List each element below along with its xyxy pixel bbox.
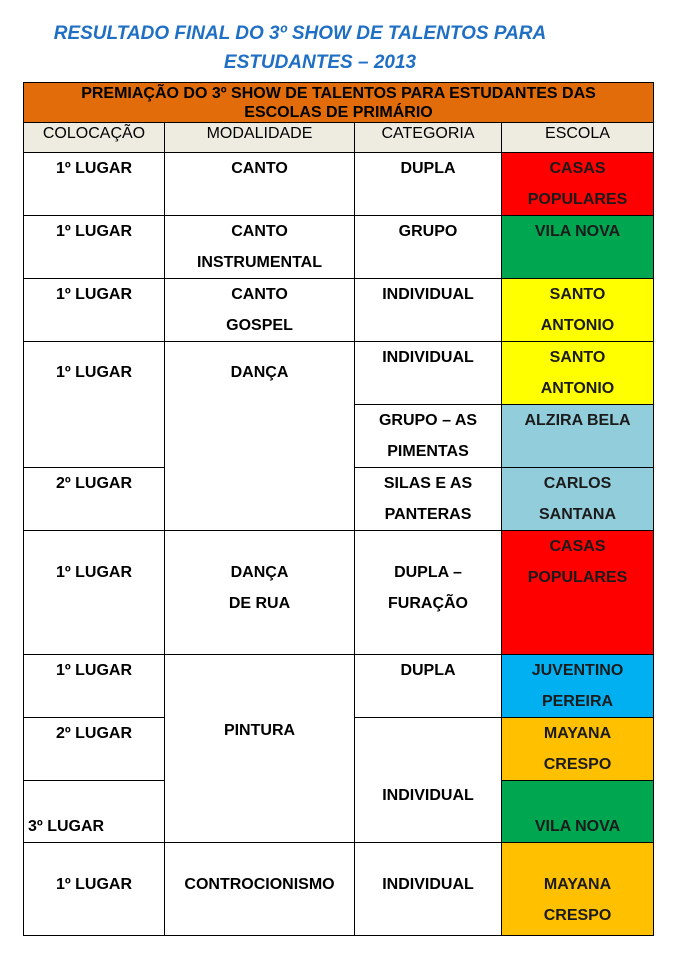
modality-cell: CANTO INSTRUMENTAL [165, 216, 355, 279]
table-row [24, 342, 654, 405]
table-row [24, 843, 654, 936]
school-cell: MAYANA CRESPO [502, 843, 654, 936]
modality-cell: CONTROCIONISMO [165, 843, 355, 936]
place-cell: 1º LUGAR [24, 153, 165, 216]
page-title-line-2: ESTUDANTES – 2013 [223, 52, 417, 73]
school-cell: MAYANA CRESPO [502, 718, 654, 781]
table-header-row [24, 83, 654, 123]
modality-cell: CANTO [165, 153, 355, 216]
table-row [24, 153, 654, 216]
school-cell: SANTO ANTONIO [502, 279, 654, 342]
category-cell: INDIVIDUAL [355, 843, 502, 936]
category-cell: INDIVIDUAL [355, 279, 502, 342]
school-cell: CASAS POPULARES [502, 153, 654, 216]
category-cell: INDIVIDUAL [355, 718, 502, 843]
school-cell: ALZIRA BELA [502, 405, 654, 468]
school-cell: CASAS POPULARES [502, 531, 654, 655]
place-cell: 1º LUGAR [24, 216, 165, 279]
place-cell: 2º LUGAR [24, 718, 165, 781]
place-cell: 1º LUGAR [24, 655, 165, 718]
category-cell: INDIVIDUAL [355, 342, 502, 405]
table-header [24, 83, 654, 123]
place-cell: 2º LUGAR [24, 468, 165, 531]
page-title-line-1: RESULTADO FINAL DO 3º SHOW DE TALENTOS PARA [53, 23, 547, 44]
table-row [24, 655, 654, 718]
modality-cell: DANÇA DE RUA [165, 531, 355, 655]
column-header-row [24, 123, 654, 153]
modality-cell: PINTURA [165, 655, 355, 843]
category-cell: DUPLA – FURAÇÃO [355, 531, 502, 655]
category-cell: GRUPO – AS PIMENTAS [355, 405, 502, 468]
place-cell: 3º LUGAR [24, 781, 165, 843]
category-cell: SILAS E AS PANTERAS [355, 468, 502, 531]
school-cell: SANTO ANTONIO [502, 342, 654, 405]
place-cell: 1º LUGAR [24, 342, 165, 468]
school-cell: VILA NOVA [502, 216, 654, 279]
modality-cell: DANÇA [165, 342, 355, 531]
school-cell: JUVENTINO PEREIRA [502, 655, 654, 718]
column-header-escola: ESCOLA [502, 123, 654, 153]
column-header-modalidade: MODALIDADE [165, 123, 355, 153]
column-header-colocacao: COLOCAÇÃO [24, 123, 165, 153]
table-row [24, 279, 654, 342]
category-cell: DUPLA [355, 655, 502, 718]
table-header-line-1: PREMIAÇÃO DO 3º SHOW DE TALENTOS PARA ESTUDANTES DAS [81, 85, 596, 102]
place-cell: 1º LUGAR [24, 279, 165, 342]
table-row [24, 531, 654, 655]
category-cell: DUPLA [355, 153, 502, 216]
category-cell: GRUPO [355, 216, 502, 279]
table-row [24, 216, 654, 279]
school-cell: VILA NOVA [502, 781, 654, 843]
column-header-categoria: CATEGORIA [355, 123, 502, 153]
place-cell: 1º LUGAR [24, 843, 165, 936]
awards-table [23, 82, 654, 936]
place-cell: 1º LUGAR [24, 531, 165, 655]
table-header-line-2: ESCOLAS DE PRIMÁRIO [244, 104, 433, 121]
school-cell: CARLOS SANTANA [502, 468, 654, 531]
modality-cell: CANTO GOSPEL [165, 279, 355, 342]
